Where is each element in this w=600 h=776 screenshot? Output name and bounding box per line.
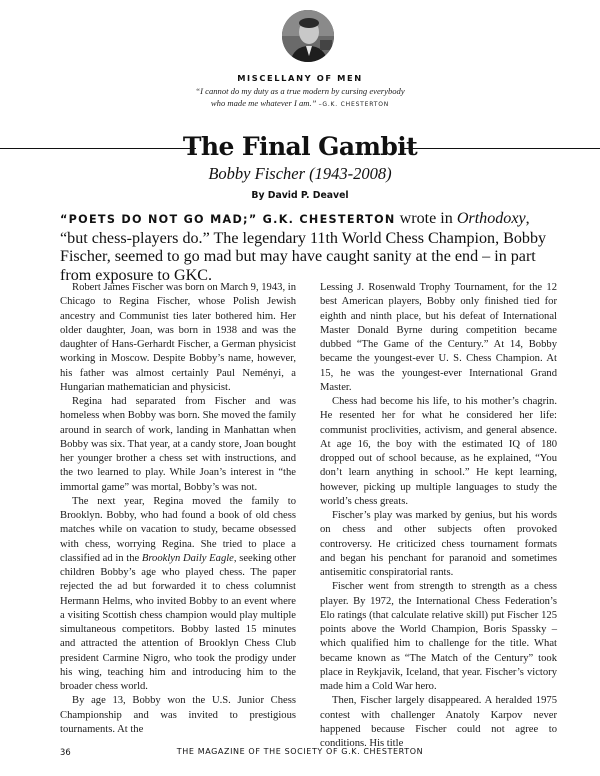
- paragraph: Robert James Fischer was born on March 9, 1943, in Chicago to Regina Fischer, whose Polish Jewish ancestry and Communist ties later bothered him. Her older daughter, Joan, was born in 1938 and was the daughter of Hans-Gerhardt Fischer, a German physicist working in Moscow. Despite Bobby’s name, however, his father was almost certainly Paul Neményi, a Hungarian mathematician and physicist.: [60, 282, 296, 393]
- magazine-footer: THE MAGAZINE OF THE SOCIETY OF G.K. CHESTERTON: [176, 747, 424, 756]
- author-portrait: [282, 10, 334, 62]
- page-number: 36: [60, 747, 71, 757]
- paragraph: By age 13, Bobby won the U.S. Junior Chess Championship and was invited to prestigious tournaments. At the: [60, 695, 296, 735]
- quote-line-1: “I cannot do my duty as a true modern by cursing everybody: [195, 86, 405, 96]
- paragraph: Chess had become his life, to his mother’s chagrin. He resented her for what he considered her life: communist proclivities, activism, and general absence. At age 16, the boy with the estimated IQ of 180 dropped out of school because, as he explained, “You don’t learn anything in school.” He kept learning, however, picking up multiple languages to study the world’s chess greats.: [320, 396, 557, 507]
- paragraph-text: The next year, Regina moved the family to Brooklyn. Bobby, who had found a book of old chess matches while on vacation to study, became obsessed with chess, worrying Regina. She tried to place a classified ad in the: [60, 495, 296, 564]
- newspaper-title: Brooklyn Daily Eagle: [141, 552, 234, 564]
- article-byline: By David P. Deavel: [251, 190, 349, 201]
- section-kicker: MISCELLANY OF MEN: [237, 73, 363, 83]
- paragraph: Then, Fischer largely disappeared. A heralded 1975 contest with challenger Anatoly Karpov never happened because Fischer could not agree to conditions. His title: [320, 695, 557, 749]
- lede-text-1: wrote in: [395, 210, 457, 227]
- lede-book-title: Orthodoxy: [456, 210, 526, 227]
- article-lede: [60, 210, 555, 285]
- article-subtitle: Bobby Fischer (1943-2008): [208, 164, 392, 183]
- quote-line-2: [150, 97, 450, 111]
- article-title: The Final Gambit: [182, 132, 418, 161]
- paragraph-text: , seeking other children Bobby’s age who played chess. The paper rejected the ad but forwarded it to chess columnist Hermann Helms, who invited Bobby to an event where a visiting Scottish chess champion would play multiple simultaneous competitors. Bobby lasted 15 minutes and attracted the attention of Brooklyn Chess Club president Carmine Nigro, who took the prodigy under his wing, teaching him and introducing him to the broader chess world.: [60, 552, 297, 692]
- paragraph: Fischer went from strength to strength as a chess player. By 1972, the International Chess Federation’s Elo ratings (that calculate relative skill) put Fischer 125 points above the World Champion, Boris Spassky – which qualified him to challenge for the title. What became known as “The Match of the Century” took place in Reykjavik, Iceland, that year. Fischer’s victory made him a Cold War hero.: [320, 581, 557, 692]
- portrait-image: [282, 10, 334, 62]
- paragraph: Regina had separated from Fischer and was homeless when Bobby was born. She moved the family around in search of work, landing in Manhattan when Bobby was six. That year, at a candy store, Joan bought her younger brother a chess set with instructions, and the two learned to play. While Joan’s interest in “the immortal game” was mortal, Bobby’s was not.: [60, 396, 296, 493]
- quote-attribution: –G.K. CHESTERTON: [318, 101, 390, 108]
- paragraph: Lessing J. Rosenwald Trophy Tournament, for the 12 best American players, Bobby only finished tied for eighth and ninth place, but his defeat of International Master Donald Byrne during competition became dubbed “The Game of the Century.” At 14, Bobby became the youngest-ever U. S. Chess Champion. At 15, he was the youngest-ever International Grand Master.: [320, 282, 557, 393]
- quote-line-2-text: who made me whatever I am.”: [210, 98, 317, 108]
- epigraph-quote: [150, 85, 450, 111]
- body-column-left: [60, 281, 296, 737]
- paragraph: Fischer’s play was marked by genius, but his words on chess and other subjects often provoked controversy. He criticized chess tournament formats and began his penchant for paranoid and sometimes antisemitic conspiratorial rants.: [320, 510, 557, 578]
- lede-text-2: , “but chess-players do.” The legendary 11th World Chess Champion, Bobby Fischer, seemed to go mad but may have caught sanity at the end – in part from exposure to GKC.: [60, 210, 547, 284]
- paragraph: [60, 495, 296, 695]
- lede-caps: “POETS DO NOT GO MAD;” G.K. CHESTERTON: [60, 213, 396, 226]
- body-column-right: [320, 281, 557, 751]
